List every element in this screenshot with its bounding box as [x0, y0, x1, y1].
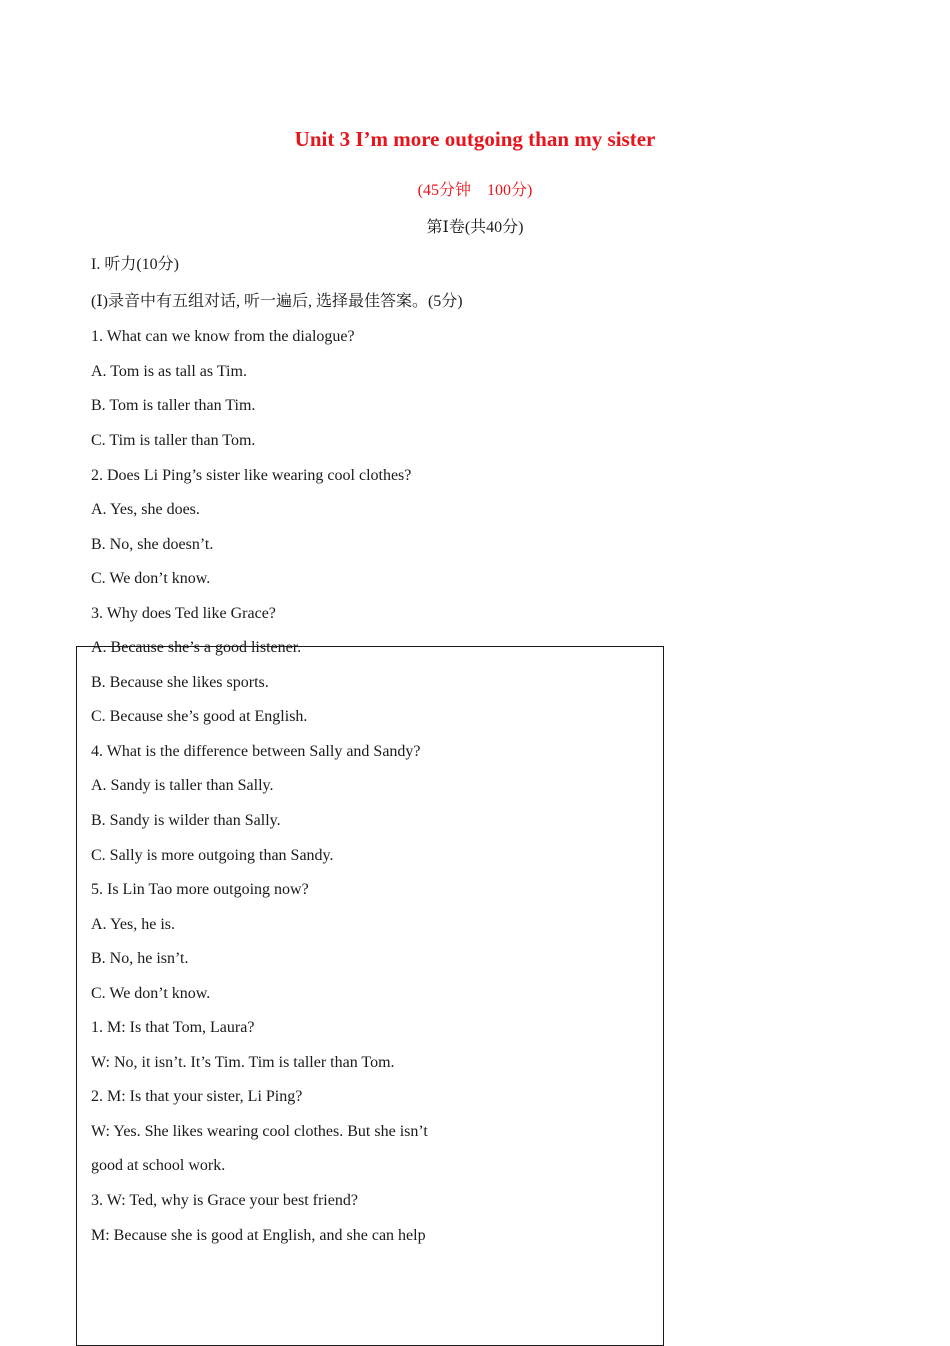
- question-3-option-b: B. Because she likes sports.: [91, 674, 269, 691]
- question-4-option-c: C. Sally is more outgoing than Sandy.: [91, 847, 334, 864]
- question-3-option-c: C. Because she’s good at English.: [91, 708, 308, 725]
- transcript-line: 1. M: Is that Tom, Laura?: [91, 1019, 255, 1036]
- question-1-option-c: C. Tim is taller than Tom.: [91, 432, 256, 449]
- transcript-line: W: Yes. She likes wearing cool clothes. But she isn’t: [91, 1123, 428, 1140]
- question-2-option-c: C. We don’t know.: [91, 570, 211, 587]
- question-2-option-a: A. Yes, she does.: [91, 501, 200, 518]
- question-3-option-a: A. Because she’s a good listener.: [91, 639, 302, 656]
- question-5: 5. Is Lin Tao more outgoing now?: [91, 881, 309, 898]
- transcript-line: 2. M: Is that your sister, Li Ping?: [91, 1088, 303, 1105]
- exam-duration-score: (45分钟 100分): [417, 182, 533, 199]
- transcript-line: good at school work.: [91, 1157, 226, 1174]
- transcript-line: 3. W: Ted, why is Grace your best friend?: [91, 1192, 358, 1209]
- question-5-option-b: B. No, he isn’t.: [91, 950, 189, 967]
- question-4-option-b: B. Sandy is wilder than Sally.: [91, 812, 281, 829]
- section-heading: I. 听力(10分): [91, 256, 179, 273]
- question-4-option-a: A. Sandy is taller than Sally.: [91, 777, 274, 794]
- question-5-option-c: C. We don’t know.: [91, 985, 211, 1002]
- section-instruction: (Ⅰ)录音中有五组对话, 听一遍后, 选择最佳答案。(5分): [91, 293, 463, 310]
- transcript-line: M: Because she is good at English, and she can help: [91, 1227, 426, 1244]
- question-2: 2. Does Li Ping’s sister like wearing cool clothes?: [91, 467, 412, 484]
- part-heading: 第Ⅰ卷(共40分): [426, 219, 524, 236]
- question-2-option-b: B. No, she doesn’t.: [91, 536, 214, 553]
- question-1-option-b: B. Tom is taller than Tim.: [91, 397, 256, 414]
- question-1-option-a: A. Tom is as tall as Tim.: [91, 363, 247, 380]
- question-1: 1. What can we know from the dialogue?: [91, 328, 355, 345]
- document-title: Unit 3 I’m more outgoing than my sister: [294, 127, 656, 151]
- question-3: 3. Why does Ted like Grace?: [91, 605, 276, 622]
- question-4: 4. What is the difference between Sally and Sandy?: [91, 743, 421, 760]
- transcript-line: W: No, it isn’t. It’s Tim. Tim is taller than Tom.: [91, 1054, 395, 1071]
- question-5-option-a: A. Yes, he is.: [91, 916, 176, 933]
